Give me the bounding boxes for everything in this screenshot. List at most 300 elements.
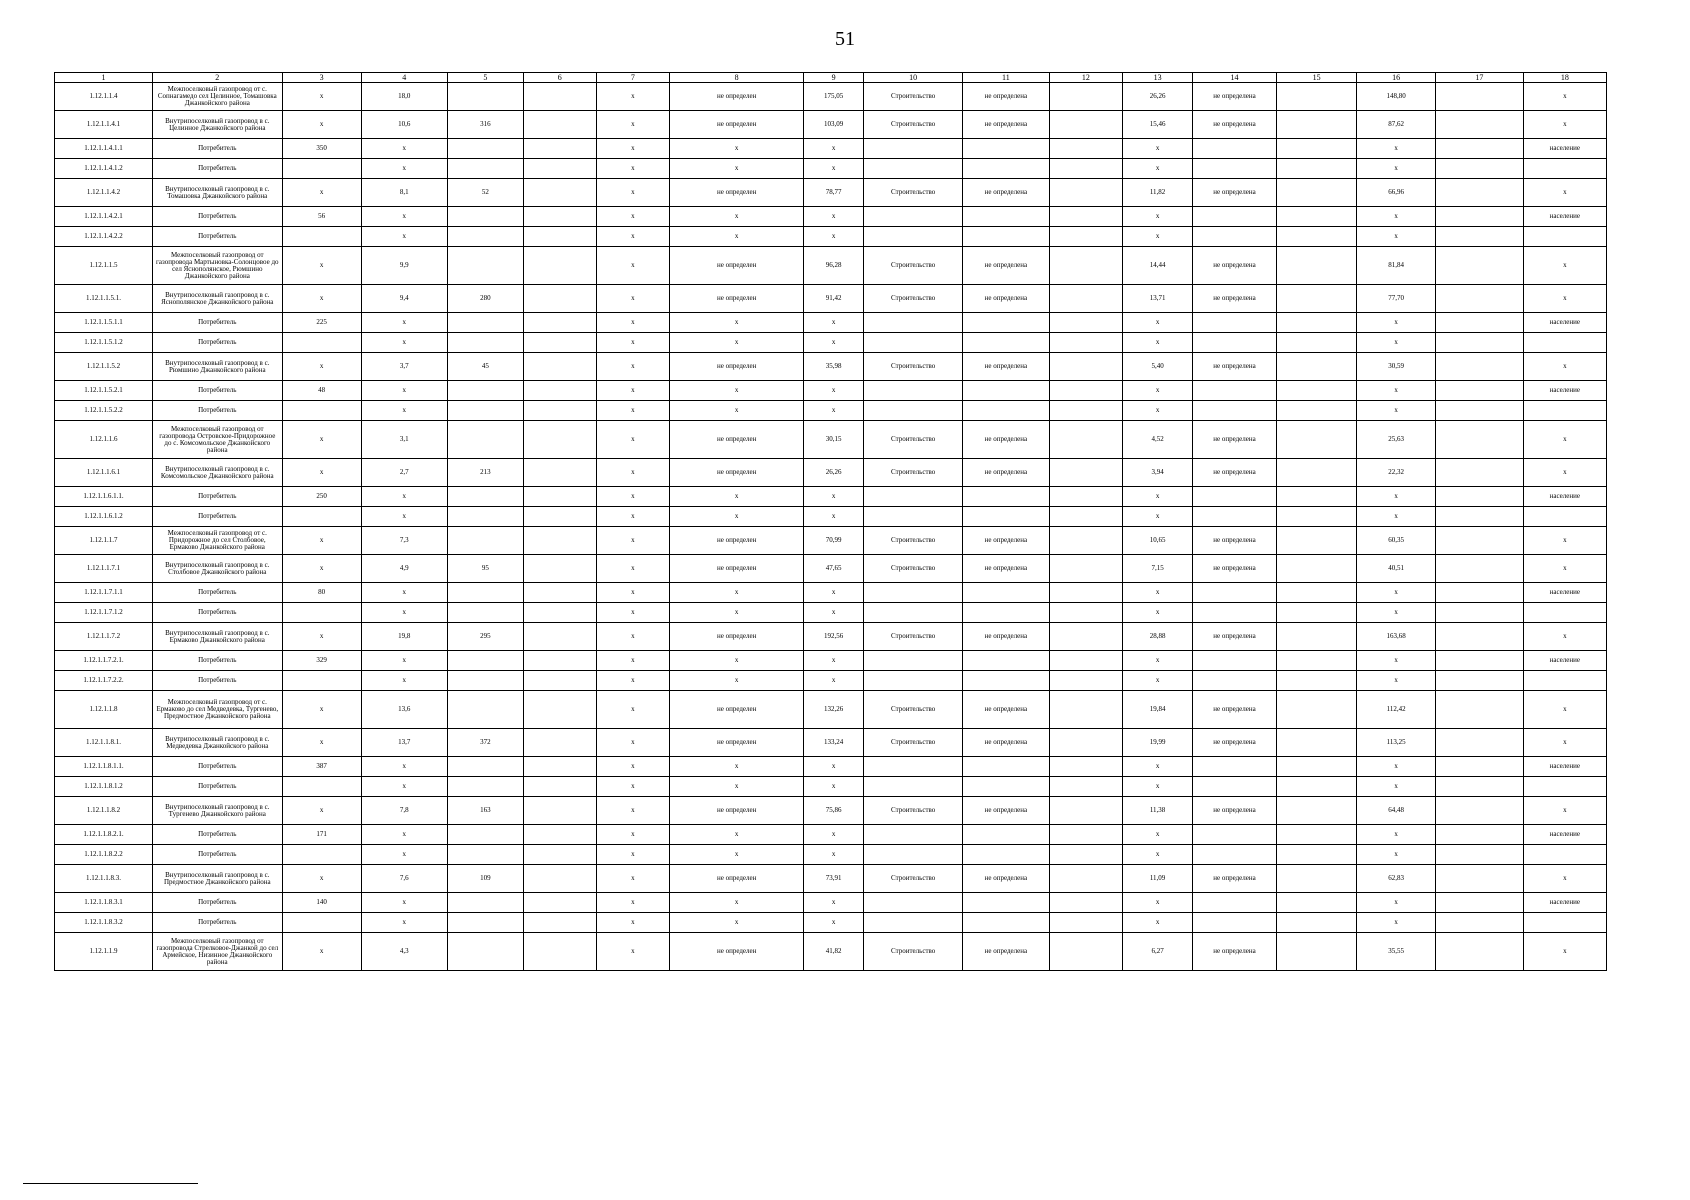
table-cell: [523, 353, 596, 381]
table-cell: 14,44: [1123, 247, 1193, 285]
table-cell: х: [361, 603, 447, 623]
table-cell: не определена: [963, 179, 1049, 207]
table-cell: х: [1357, 825, 1436, 845]
table-cell: [523, 527, 596, 555]
table-cell: х: [1523, 83, 1606, 111]
table-cell: 1.12.1.1.8.1.: [55, 729, 153, 757]
table-cell: 26,26: [804, 459, 864, 487]
table-cell: х: [282, 527, 361, 555]
table-cell: х: [1357, 401, 1436, 421]
table-cell: х: [804, 139, 864, 159]
table-row: [55, 651, 1607, 671]
table-cell: [523, 227, 596, 247]
table-cell: [1436, 623, 1523, 651]
table-row: [55, 353, 1607, 381]
table-cell: Строительство: [864, 623, 963, 651]
table-cell: Потребитель: [152, 227, 282, 247]
table-cell: 1.12.1.1.4.2.1: [55, 207, 153, 227]
table-cell: 13,71: [1123, 285, 1193, 313]
table-cell: 1.12.1.1.8: [55, 691, 153, 729]
table-cell: [1277, 313, 1357, 333]
table-cell: 350: [282, 139, 361, 159]
table-cell: х: [282, 83, 361, 111]
table-cell: [864, 159, 963, 179]
table-cell: [447, 401, 523, 421]
table-cell: х: [596, 381, 670, 401]
table-cell: х: [804, 207, 864, 227]
table-cell: [963, 757, 1049, 777]
table-row: [55, 845, 1607, 865]
table-cell: х: [1357, 159, 1436, 179]
table-cell: 4,9: [361, 555, 447, 583]
table-cell: [1277, 913, 1357, 933]
table-cell: Потребитель: [152, 333, 282, 353]
table-row: [55, 227, 1607, 247]
table-cell: Потребитель: [152, 313, 282, 333]
table-cell: [963, 671, 1049, 691]
table-cell: Строительство: [864, 83, 963, 111]
table-cell: [963, 825, 1049, 845]
table-cell: [1049, 401, 1123, 421]
table-cell: [282, 777, 361, 797]
table-cell: Потребитель: [152, 159, 282, 179]
table-cell: Потребитель: [152, 381, 282, 401]
column-header: 4: [361, 73, 447, 83]
table-cell: Потребитель: [152, 487, 282, 507]
table-cell: [1192, 825, 1276, 845]
table-cell: [1049, 671, 1123, 691]
table-cell: [1277, 179, 1357, 207]
table-cell: [1277, 421, 1357, 459]
table-cell: Потребитель: [152, 893, 282, 913]
table-cell: х: [804, 583, 864, 603]
table-cell: не определен: [670, 247, 804, 285]
table-cell: 171: [282, 825, 361, 845]
table-cell: 11,09: [1123, 865, 1193, 893]
table-cell: [523, 333, 596, 353]
table-cell: 113,25: [1357, 729, 1436, 757]
table-cell: [1049, 933, 1123, 971]
table-cell: не определена: [1192, 285, 1276, 313]
table-cell: Строительство: [864, 729, 963, 757]
table-cell: х: [1123, 845, 1193, 865]
table-cell: население: [1523, 893, 1606, 913]
table-row: [55, 623, 1607, 651]
table-cell: [523, 623, 596, 651]
table-cell: не определена: [1192, 933, 1276, 971]
table-cell: [523, 757, 596, 777]
table-cell: Внутрипоселковый газопровод в с. Рюмшино Джанкойского района: [152, 353, 282, 381]
table-cell: не определена: [1192, 797, 1276, 825]
table-cell: 148,80: [1357, 83, 1436, 111]
table-cell: [1192, 487, 1276, 507]
table-cell: Межпоселковый газопровод от газопровода Мартыновка-Солонцовое до сел Яснополянское, Рюмшино Джанкойского района: [152, 247, 282, 285]
table-cell: [1436, 583, 1523, 603]
table-cell: [1277, 487, 1357, 507]
table-cell: х: [361, 913, 447, 933]
table-cell: Внутрипоселковый газопровод в с. Столбовое Джанкойского района: [152, 555, 282, 583]
table-cell: х: [1123, 671, 1193, 691]
table-cell: не определена: [963, 111, 1049, 139]
table-cell: [523, 671, 596, 691]
table-cell: [1049, 227, 1123, 247]
table-cell: х: [804, 777, 864, 797]
table-cell: х: [1357, 603, 1436, 623]
table-cell: х: [804, 333, 864, 353]
table-cell: 295: [447, 623, 523, 651]
table-cell: [1277, 459, 1357, 487]
table-cell: 70,99: [804, 527, 864, 555]
table-cell: 5,40: [1123, 353, 1193, 381]
table-cell: 13,7: [361, 729, 447, 757]
table-cell: [447, 487, 523, 507]
table-cell: [1049, 159, 1123, 179]
footnote-separator: [23, 1183, 198, 1184]
table-cell: Межпоселковый газопровод от с. Придорожное до сел Столбовое, Ермаково Джанкойского района: [152, 527, 282, 555]
table-cell: не определен: [670, 729, 804, 757]
table-cell: х: [596, 603, 670, 623]
table-cell: не определен: [670, 691, 804, 729]
table-cell: [963, 333, 1049, 353]
table-cell: [864, 603, 963, 623]
table-cell: [1192, 333, 1276, 353]
table-cell: х: [282, 691, 361, 729]
table-cell: [282, 507, 361, 527]
table-cell: х: [1123, 139, 1193, 159]
table-cell: [1436, 111, 1523, 139]
table-cell: 1.12.1.1.4.1: [55, 111, 153, 139]
table-cell: [523, 913, 596, 933]
table-cell: х: [670, 207, 804, 227]
table-cell: [864, 671, 963, 691]
table-cell: Потребитель: [152, 139, 282, 159]
table-cell: [1523, 671, 1606, 691]
table-cell: [1192, 893, 1276, 913]
table-cell: Межпоселковый газопровод от с. Сопнагамедо сел Целинное, Томашовка Джанкойского района: [152, 83, 282, 111]
table-cell: [1436, 159, 1523, 179]
table-cell: 372: [447, 729, 523, 757]
table-cell: х: [804, 825, 864, 845]
table-cell: 1.12.1.1.8.1.1.: [55, 757, 153, 777]
table-cell: х: [596, 825, 670, 845]
table-cell: [523, 487, 596, 507]
table-cell: х: [282, 285, 361, 313]
table-cell: х: [596, 797, 670, 825]
table-cell: не определена: [963, 691, 1049, 729]
table-cell: 109: [447, 865, 523, 893]
table-cell: х: [1523, 421, 1606, 459]
table-cell: Внутрипоселковый газопровод в с. Тургенево Джанкойского района: [152, 797, 282, 825]
table-cell: 66,96: [1357, 179, 1436, 207]
table-cell: 95: [447, 555, 523, 583]
table-cell: [963, 583, 1049, 603]
table-cell: [1436, 527, 1523, 555]
column-header: 9: [804, 73, 864, 83]
column-header: 18: [1523, 73, 1606, 83]
table-cell: х: [1357, 139, 1436, 159]
table-cell: 45: [447, 353, 523, 381]
table-cell: [1192, 845, 1276, 865]
table-cell: [1277, 729, 1357, 757]
table-cell: х: [670, 845, 804, 865]
table-cell: х: [1523, 729, 1606, 757]
table-cell: Потребитель: [152, 603, 282, 623]
table-cell: 1.12.1.1.4: [55, 83, 153, 111]
table-cell: х: [596, 507, 670, 527]
table-cell: 10,65: [1123, 527, 1193, 555]
table-cell: Потребитель: [152, 583, 282, 603]
table-cell: Строительство: [864, 459, 963, 487]
table-cell: х: [361, 333, 447, 353]
table-cell: [1436, 227, 1523, 247]
table-cell: х: [361, 207, 447, 227]
table-cell: [1192, 401, 1276, 421]
table-cell: население: [1523, 825, 1606, 845]
table-cell: [864, 381, 963, 401]
table-cell: х: [361, 825, 447, 845]
table-cell: [1436, 651, 1523, 671]
table-cell: [523, 797, 596, 825]
table-cell: 81,84: [1357, 247, 1436, 285]
table-cell: х: [1523, 623, 1606, 651]
table-cell: [523, 459, 596, 487]
table-cell: х: [670, 603, 804, 623]
table-cell: [1049, 353, 1123, 381]
table-cell: [523, 825, 596, 845]
table-row: [55, 913, 1607, 933]
table-cell: [1049, 555, 1123, 583]
table-cell: [523, 207, 596, 227]
table-cell: х: [361, 159, 447, 179]
table-cell: [1436, 401, 1523, 421]
table-cell: 175,05: [804, 83, 864, 111]
table-cell: 1.12.1.1.4.1.2: [55, 159, 153, 179]
table-cell: Строительство: [864, 555, 963, 583]
table-cell: [1436, 757, 1523, 777]
table-cell: х: [596, 893, 670, 913]
table-row: [55, 555, 1607, 583]
table-cell: [1277, 797, 1357, 825]
table-cell: х: [282, 179, 361, 207]
table-cell: х: [1357, 893, 1436, 913]
table-row: [55, 421, 1607, 459]
table-cell: [1049, 111, 1123, 139]
table-cell: [447, 845, 523, 865]
table-cell: население: [1523, 313, 1606, 333]
column-header: 8: [670, 73, 804, 83]
table-cell: [1436, 353, 1523, 381]
table-cell: х: [596, 285, 670, 313]
table-cell: [864, 227, 963, 247]
table-cell: [1436, 555, 1523, 583]
table-cell: х: [596, 83, 670, 111]
table-cell: [1436, 179, 1523, 207]
table-cell: [523, 893, 596, 913]
table-cell: не определена: [1192, 179, 1276, 207]
table-cell: 213: [447, 459, 523, 487]
table-cell: 48: [282, 381, 361, 401]
table-cell: [1049, 825, 1123, 845]
table-row: [55, 459, 1607, 487]
table-cell: х: [596, 459, 670, 487]
table-cell: [1049, 777, 1123, 797]
table-row: [55, 401, 1607, 421]
table-cell: не определен: [670, 285, 804, 313]
table-row: [55, 933, 1607, 971]
table-cell: [1277, 111, 1357, 139]
table-cell: [963, 207, 1049, 227]
table-cell: [1049, 487, 1123, 507]
table-cell: [447, 139, 523, 159]
table-cell: не определена: [1192, 459, 1276, 487]
table-cell: [963, 507, 1049, 527]
table-cell: х: [670, 401, 804, 421]
table-cell: 73,91: [804, 865, 864, 893]
table-cell: х: [1123, 487, 1193, 507]
table-cell: [1277, 757, 1357, 777]
table-cell: [1436, 421, 1523, 459]
table-cell: [523, 865, 596, 893]
table-cell: [1192, 313, 1276, 333]
table-cell: [1192, 757, 1276, 777]
table-cell: [963, 777, 1049, 797]
table-cell: [282, 845, 361, 865]
table-cell: [523, 285, 596, 313]
table-cell: Внутрипоселковый газопровод в с. Яснополянское Джанкойского района: [152, 285, 282, 313]
table-cell: х: [361, 227, 447, 247]
table-cell: [523, 507, 596, 527]
table-cell: 1.12.1.1.6.1.1.: [55, 487, 153, 507]
table-cell: не определен: [670, 797, 804, 825]
table-cell: х: [1523, 179, 1606, 207]
table-cell: 1.12.1.1.7: [55, 527, 153, 555]
table-row: [55, 83, 1607, 111]
table-cell: Внутрипоселковый газопровод в с. Комсомольское Джанкойского района: [152, 459, 282, 487]
table-cell: [1436, 207, 1523, 227]
table-cell: х: [670, 487, 804, 507]
table-cell: х: [1123, 777, 1193, 797]
column-header: 12: [1049, 73, 1123, 83]
table-cell: [1436, 933, 1523, 971]
table-cell: х: [670, 507, 804, 527]
table-cell: [1523, 227, 1606, 247]
table-cell: [864, 401, 963, 421]
table-cell: х: [596, 583, 670, 603]
table-cell: [1049, 83, 1123, 111]
table-cell: 25,63: [1357, 421, 1436, 459]
table-cell: х: [1523, 555, 1606, 583]
table-cell: [1277, 865, 1357, 893]
table-cell: [523, 381, 596, 401]
table-cell: [1277, 845, 1357, 865]
table-cell: [447, 651, 523, 671]
data-table: [54, 72, 1607, 971]
table-cell: [1277, 247, 1357, 285]
column-header: 15: [1277, 73, 1357, 83]
table-cell: 225: [282, 313, 361, 333]
column-header: 16: [1357, 73, 1436, 83]
table-cell: [963, 313, 1049, 333]
table-cell: [282, 671, 361, 691]
table-cell: х: [670, 139, 804, 159]
column-header: 3: [282, 73, 361, 83]
table-cell: [1277, 353, 1357, 381]
table-cell: [864, 651, 963, 671]
table-cell: [447, 507, 523, 527]
table-cell: 1.12.1.1.5.1.: [55, 285, 153, 313]
table-cell: 80: [282, 583, 361, 603]
table-cell: х: [596, 651, 670, 671]
table-cell: [282, 227, 361, 247]
table-cell: не определена: [1192, 623, 1276, 651]
table-cell: х: [361, 757, 447, 777]
table-cell: не определена: [963, 527, 1049, 555]
table-cell: [1277, 527, 1357, 555]
table-cell: 1.12.1.1.5.1.1: [55, 313, 153, 333]
table-cell: х: [670, 227, 804, 247]
table-cell: х: [596, 227, 670, 247]
table-cell: [523, 933, 596, 971]
table-cell: х: [596, 623, 670, 651]
table-cell: х: [804, 313, 864, 333]
table-cell: Потребитель: [152, 651, 282, 671]
table-cell: 7,15: [1123, 555, 1193, 583]
table-cell: 2,7: [361, 459, 447, 487]
table-cell: Строительство: [864, 865, 963, 893]
table-cell: Потребитель: [152, 825, 282, 845]
table-cell: [1049, 507, 1123, 527]
table-cell: [1277, 139, 1357, 159]
table-cell: [1277, 623, 1357, 651]
table-cell: [963, 487, 1049, 507]
table-cell: х: [1523, 111, 1606, 139]
table-cell: [523, 401, 596, 421]
table-cell: 1.12.1.1.8.2.2: [55, 845, 153, 865]
table-cell: [523, 691, 596, 729]
table-cell: население: [1523, 651, 1606, 671]
table-cell: [1436, 83, 1523, 111]
table-cell: х: [1523, 691, 1606, 729]
table-cell: [1436, 603, 1523, 623]
table-cell: 3,94: [1123, 459, 1193, 487]
table-cell: 75,86: [804, 797, 864, 825]
table-cell: не определен: [670, 623, 804, 651]
table-cell: [282, 913, 361, 933]
table-cell: [1436, 333, 1523, 353]
table-cell: население: [1523, 487, 1606, 507]
table-cell: [963, 159, 1049, 179]
column-header: 1: [55, 73, 153, 83]
table-cell: [963, 651, 1049, 671]
table-cell: х: [1357, 507, 1436, 527]
table-cell: х: [670, 777, 804, 797]
table-cell: [1436, 893, 1523, 913]
table-cell: [1436, 865, 1523, 893]
table-cell: [1192, 139, 1276, 159]
table-cell: [1192, 671, 1276, 691]
table-row: [55, 865, 1607, 893]
table-row: [55, 313, 1607, 333]
table-row: [55, 159, 1607, 179]
table-cell: х: [1523, 865, 1606, 893]
table-cell: [447, 757, 523, 777]
table-cell: х: [804, 381, 864, 401]
table-cell: не определен: [670, 933, 804, 971]
table-cell: [523, 421, 596, 459]
table-cell: х: [1357, 845, 1436, 865]
table-cell: [523, 729, 596, 757]
table-cell: 3,7: [361, 353, 447, 381]
